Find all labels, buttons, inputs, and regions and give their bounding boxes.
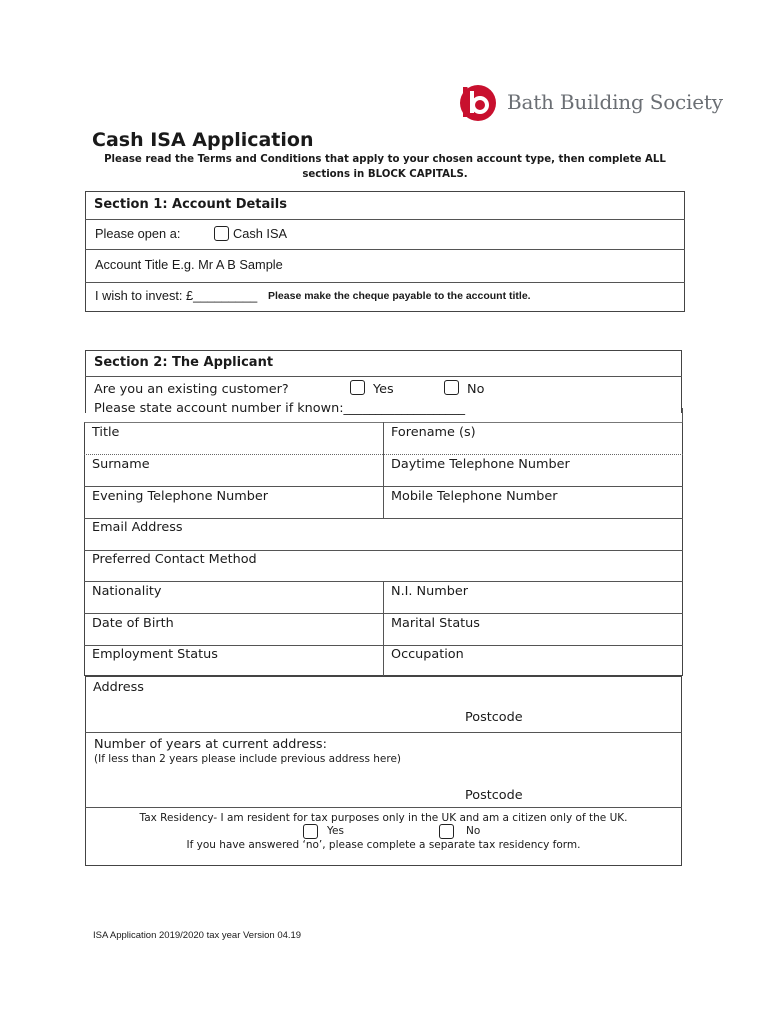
nationality-field[interactable]: Nationality — [92, 584, 162, 599]
years-at-address-field[interactable]: Number of years at current address: — [94, 737, 327, 752]
tax-residency-no-label: No — [466, 825, 481, 837]
mobile-phone-field[interactable]: Mobile Telephone Number — [391, 489, 558, 504]
footer-version: ISA Application 2019/2020 tax year Version 04.19 — [93, 930, 302, 941]
existing-customer-yes-label: Yes — [373, 382, 394, 397]
instructions-line-2: sections in BLOCK CAPITALS. — [302, 169, 468, 180]
please-open-label: Please open a: — [95, 226, 181, 241]
tax-residency-yes-checkbox[interactable] — [303, 824, 318, 839]
forename-field[interactable]: Forename (s) — [391, 425, 476, 440]
page-title: Cash ISA Application — [92, 129, 314, 151]
brand-logo — [458, 84, 723, 124]
employment-status-field[interactable]: Employment Status — [92, 647, 218, 662]
invest-amount-field[interactable]: I wish to invest: £_________ — [95, 288, 258, 303]
divider — [85, 376, 682, 377]
dob-field[interactable]: Date of Birth — [92, 616, 174, 631]
cash-isa-checkbox[interactable] — [214, 226, 229, 241]
existing-customer-no-checkbox[interactable] — [444, 380, 459, 395]
title-field[interactable]: Title — [92, 425, 120, 440]
divider — [85, 249, 685, 250]
preferred-contact-field[interactable]: Preferred Contact Method — [92, 552, 257, 567]
existing-customer-question: Are you an existing customer? — [94, 382, 289, 397]
surname-field[interactable]: Surname — [92, 457, 150, 472]
existing-customer-yes-checkbox[interactable] — [350, 380, 365, 395]
address-field[interactable]: Address — [93, 680, 144, 695]
divider — [85, 732, 682, 733]
evening-phone-field[interactable]: Evening Telephone Number — [92, 489, 268, 504]
divider — [85, 807, 682, 808]
divider — [84, 550, 683, 551]
cash-isa-option-label: Cash ISA — [233, 226, 288, 241]
section-2-heading: Section 2: The Applicant — [94, 355, 274, 370]
marital-status-field[interactable]: Marital Status — [391, 616, 480, 631]
account-number-field[interactable]: Please state account number if known:___________________ — [94, 401, 466, 416]
occupation-field[interactable]: Occupation — [391, 647, 464, 662]
previous-postcode-field[interactable]: Postcode — [465, 788, 523, 803]
postcode-field[interactable]: Postcode — [465, 710, 523, 725]
account-title-field[interactable]: Account Title E.g. Mr A B Sample — [95, 257, 283, 272]
section-1-heading: Section 1: Account Details — [94, 197, 287, 212]
address-box — [85, 676, 682, 866]
divider — [682, 408, 683, 422]
brand-name: Bath Building Society — [507, 90, 723, 114]
instructions — [90, 152, 680, 182]
years-at-address-note: (If less than 2 years please include previous address here) — [94, 753, 402, 765]
tax-residency-no-checkbox[interactable] — [439, 824, 454, 839]
brand-logo-icon — [458, 84, 496, 122]
tax-residency-statement: Tax Residency- I am resident for tax purposes only in the UK and am a citizen only of the UK. — [139, 812, 628, 824]
tax-residency-yes-label: Yes — [327, 825, 344, 837]
instructions-line-1: Please read the Terms and Conditions that apply to your chosen account type, then complete ALL — [104, 154, 666, 165]
email-field[interactable]: Email Address — [92, 520, 183, 535]
tax-residency-note: If you have answered ‘no’, please complete a separate tax residency form. — [186, 839, 581, 851]
existing-customer-no-label: No — [467, 382, 485, 397]
daytime-phone-field[interactable]: Daytime Telephone Number — [391, 457, 570, 472]
divider — [383, 581, 384, 676]
ni-number-field[interactable]: N.I. Number — [391, 584, 468, 599]
divider — [85, 219, 685, 220]
divider — [84, 518, 683, 519]
cheque-note: Please make the cheque payable to the account title. — [268, 290, 531, 302]
divider — [383, 422, 384, 518]
divider — [85, 282, 685, 283]
